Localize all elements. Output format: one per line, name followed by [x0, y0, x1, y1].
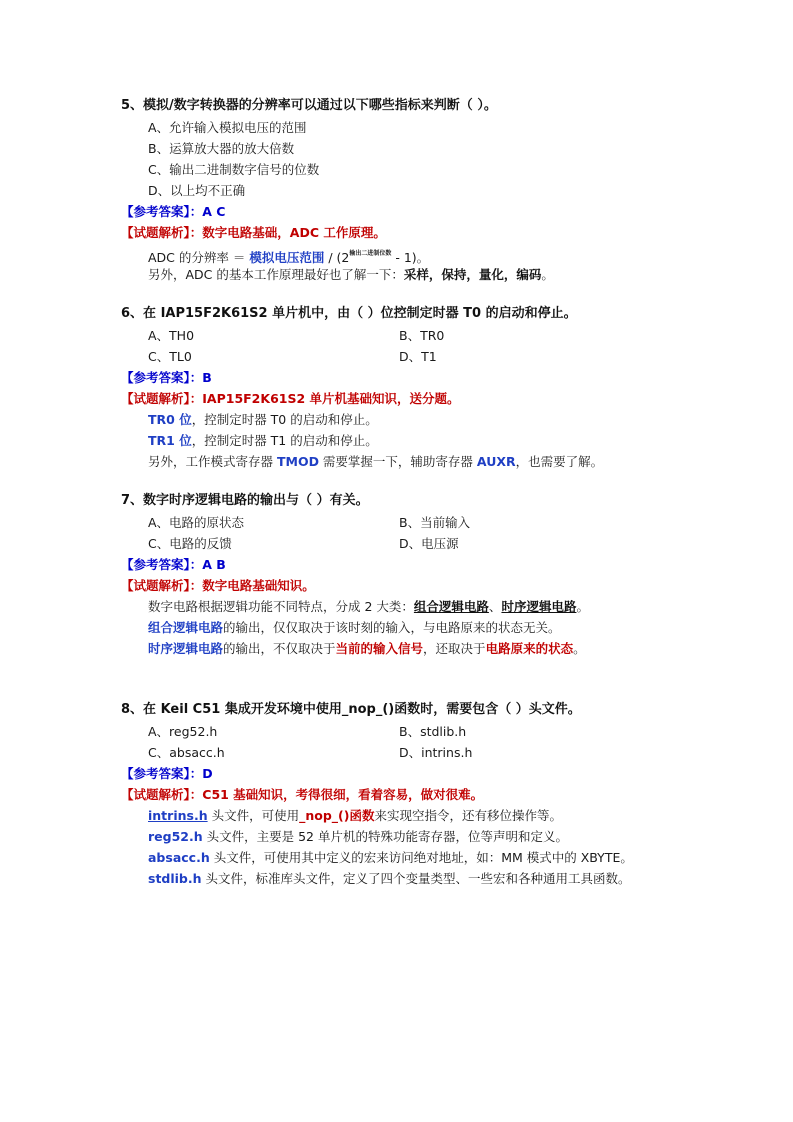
- analysis-label: 【试题解析】：: [121, 391, 203, 406]
- formula-exponent: 输出二进制位数: [349, 250, 392, 257]
- tr1-description: ，控制定时器 T1 的启动和停止。: [191, 433, 378, 448]
- question-8-line-3: [148, 850, 633, 866]
- question-8-analysis: [121, 787, 483, 803]
- question-7-answer: [121, 557, 226, 573]
- analysis-text: 数字电路基础知识。: [202, 578, 315, 593]
- question-8-line-4: [148, 871, 631, 887]
- note-text: 的输出，仅仅取决于该时刻的输入，与电路原来的状态无关。: [223, 620, 561, 635]
- note-text: 数字电路根据逻辑功能不同特点，分成 2 大类：: [148, 599, 414, 614]
- question-7-analysis: [121, 578, 315, 594]
- highlight-previous-state: 电路原来的状态: [485, 641, 574, 656]
- question-7-option-b: B、当前输入: [399, 515, 471, 530]
- analysis-label: 【试题解析】：: [121, 787, 203, 802]
- formula-divisor: / (2: [324, 250, 350, 265]
- formula-range: 模拟电压范围: [249, 250, 325, 265]
- question-8-title: 8、在 Keil C51 集成开发环境中使用_nop_()函数时，需要包含（ ）头文件。: [121, 702, 581, 717]
- question-6-line-1: [148, 412, 378, 428]
- question-5-note: [148, 267, 554, 283]
- question-6-answer: [121, 370, 212, 386]
- question-6-option-b: B、TR0: [399, 328, 445, 343]
- answer-label: 【参考答案】：: [121, 370, 203, 385]
- question-7-option-c: C、电路的反馈: [148, 536, 232, 551]
- note-text: 的输出，不仅取决于: [223, 641, 336, 656]
- answer-value: B: [202, 370, 212, 385]
- note-text: 需要掌握一下，辅助寄存器: [318, 454, 477, 469]
- formula-end: - 1)。: [391, 250, 430, 265]
- question-5-option-b: B、运算放大器的放大倍数: [148, 141, 295, 156]
- question-7-title: 7、数字时序逻辑电路的输出与（ ）有关。: [121, 493, 369, 508]
- question-8-option-c: C、absacc.h: [148, 745, 225, 760]
- analysis-label: 【试题解析】：: [121, 225, 203, 240]
- question-5-answer: [121, 204, 225, 220]
- answer-label: 【参考答案】：: [121, 204, 203, 219]
- note-keywords: 采样，保持，量化，编码: [403, 267, 542, 282]
- answer-label: 【参考答案】：: [121, 557, 203, 572]
- term-sequential: 时序逻辑电路: [148, 641, 224, 656]
- note-text: 。: [576, 599, 589, 614]
- analysis-label: 【试题解析】：: [121, 578, 203, 593]
- term-combinational: 组合逻辑电路: [148, 620, 224, 635]
- term-combinational: 组合逻辑电路: [413, 599, 489, 614]
- analysis-text: C51 基础知识，考得很细，看着容易，做对很难。: [202, 787, 484, 802]
- term-sequential: 时序逻辑电路: [501, 599, 577, 614]
- note-text: ，也需要了解。: [515, 454, 604, 469]
- analysis-text: 数字电路基础，ADC 工作原理。: [202, 225, 386, 240]
- question-8-option-d: D、intrins.h: [399, 745, 473, 760]
- term-absacc: absacc.h: [148, 850, 210, 865]
- question-5-formula: [148, 246, 429, 266]
- question-5-option-c: C、输出二进制数字信号的位数: [148, 162, 320, 177]
- answer-value: D: [202, 766, 213, 781]
- term-reg52: reg52.h: [148, 829, 203, 844]
- note-text: 头文件，标准库头文件，定义了四个变量类型、一些宏和各种通用工具函数。: [201, 871, 631, 886]
- question-5-analysis: [121, 225, 386, 241]
- question-5-option-d: D、以上均不正确: [148, 183, 246, 198]
- term-tr1: TR1 位: [148, 433, 192, 448]
- note-text: 头文件，可使用其中定义的宏来访问绝对地址，如：MM 模式中的 XBYTE。: [209, 850, 633, 865]
- note-text: 头文件，可使用: [207, 808, 300, 823]
- question-8-option-b: B、stdlib.h: [399, 724, 467, 739]
- term-auxr: AUXR: [476, 454, 516, 469]
- term-stdlib: stdlib.h: [148, 871, 202, 886]
- question-7-option-d: D、电压源: [399, 536, 459, 551]
- note-prefix: 另外，ADC 的基本工作原理最好也了解一下：: [148, 267, 404, 282]
- term-nop-function: _nop_()函数: [299, 808, 375, 823]
- question-7-option-a: A、电路的原状态: [148, 515, 245, 530]
- note-end: 。: [541, 267, 554, 282]
- formula-prefix: ADC 的分辨率 ＝: [148, 250, 250, 265]
- answer-value: A B: [202, 557, 226, 572]
- question-8-line-1: [148, 808, 562, 824]
- question-6-title: 6、在 IAP15F2K61S2 单片机中，由（ ）位控制定时器 T0 的启动和停止。: [121, 306, 577, 321]
- question-6-line-2: [148, 433, 378, 449]
- question-5-option-a: A、允许输入模拟电压的范围: [148, 120, 307, 135]
- question-6-option-c: C、TL0: [148, 349, 192, 364]
- question-5-title: 5、模拟/数字转换器的分辨率可以通过以下哪些指标来判断（ ）。: [121, 98, 497, 113]
- question-7-line-1: [148, 599, 589, 615]
- question-8-answer: [121, 766, 213, 782]
- answer-value: A C: [202, 204, 226, 219]
- note-text: 。: [573, 641, 586, 656]
- term-tr0: TR0 位: [148, 412, 192, 427]
- question-6-line-3: [148, 454, 603, 470]
- question-8-option-a: A、reg52.h: [148, 724, 218, 739]
- note-text: ，还取决于: [423, 641, 486, 656]
- analysis-text: IAP15F2K61S2 单片机基础知识，送分题。: [202, 391, 460, 406]
- note-text: 头文件，主要是 52 单片机的特殊功能寄存器，位等声明和定义。: [202, 829, 568, 844]
- highlight-current-input: 当前的输入信号: [335, 641, 424, 656]
- term-tmod: TMOD: [276, 454, 319, 469]
- note-text: 另外，工作模式寄存器: [148, 454, 277, 469]
- question-7-line-3: [148, 641, 586, 657]
- term-intrins: intrins.h: [148, 808, 208, 823]
- question-8-line-2: [148, 829, 568, 845]
- answer-label: 【参考答案】：: [121, 766, 203, 781]
- question-6-option-d: D、T1: [399, 349, 437, 364]
- tr0-description: ，控制定时器 T0 的启动和停止。: [191, 412, 378, 427]
- question-7-line-2: [148, 620, 561, 636]
- question-6-analysis: [121, 391, 460, 407]
- note-text: 来实现空指令，还有移位操作等。: [374, 808, 562, 823]
- question-6-option-a: A、TH0: [148, 328, 195, 343]
- separator: 、: [488, 599, 502, 614]
